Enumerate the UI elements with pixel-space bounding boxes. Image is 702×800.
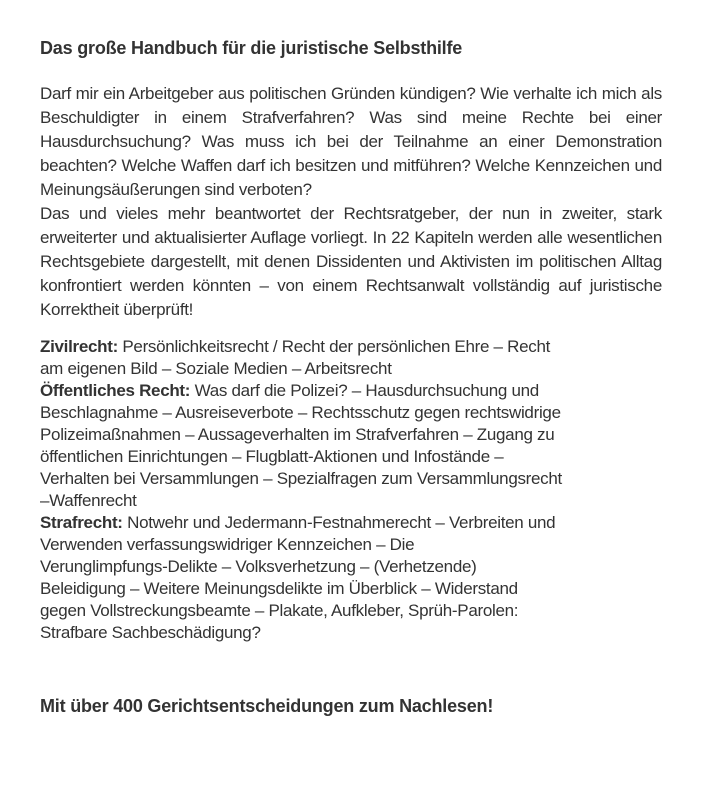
contents-section: Strafrecht: Notwehr und Jedermann-Festnahmerecht – Verbreiten und Verwenden verfassungswidriger Kennzeichen – Die Verunglimpfungs-Delikte – Volksverhetzung – (Verhetzende) Beleidigung – Weitere Meinungsdelikte im Überblick – Widerstand gegen Vollstreckungsbeamte – Plakate, Aufkleber, Sprüh-Parolen: Strafbare Sachbeschädigung? <box>40 513 556 642</box>
contents-section: Zivilrecht: Persönlichkeitsrecht / Recht der persönlichen Ehre – Recht am eigenen Bild – Soziale Medien – Arbeitsrecht <box>40 337 551 378</box>
contents-section: Öffentliches Recht: Was darf die Polizei? – Hausdurchsuchung und Beschlagnahme – Ausreiseverbote – Rechtsschutz gegen rechtswidrige Polizeimaßnahmen – Aussageverhalten im Strafverfahren – Zugang zu öffentlichen Einrichtungen – Flugblatt-Aktionen und Infostände – Verhalten bei Versammlungen – Spezialfragen zum Versammlungsrecht –Waffenrecht <box>40 381 562 510</box>
page-title: Das große Handbuch für die juristische Selbsthilfe <box>40 38 463 58</box>
section-label: Strafrecht: <box>40 513 128 532</box>
section-label: Öffentliches Recht: <box>40 381 195 400</box>
intro-questions-paragraph: Darf mir ein Arbeitgeber aus politischen Gründen kündigen? Wie verhalte ich mich als Beschuldigter in einem Strafverfahren? Was sind meine Rechte bei einer Hausdurchsuchung? Was muss ich bei der Teilnahme an einer Demonstration beachten? Welche Waffen darf ich besitzen und mitführen? Welche Kennzeichen und Meinungsäußerungen sind verboten? <box>40 84 662 199</box>
edition-description-paragraph: Das und vieles mehr beantwortet der Rechtsratgeber, der nun in zweiter, stark erweiterter und aktualisierter Auflage vorliegt. In 22 Kapiteln werden alle wesentlichen Rechtsgebiete dargestellt, mit denen Dissidenten und Aktivisten im politischen Alltag konfrontiert werden könnten – von einem Rechtsanwalt vollständig auf juristische Korrektheit überprüft! <box>40 204 662 319</box>
contents-list <box>40 336 662 644</box>
section-label: Zivilrecht: <box>40 337 123 356</box>
closing-line: Mit über 400 Gerichtsentscheidungen zum Nachlesen! <box>40 696 494 716</box>
